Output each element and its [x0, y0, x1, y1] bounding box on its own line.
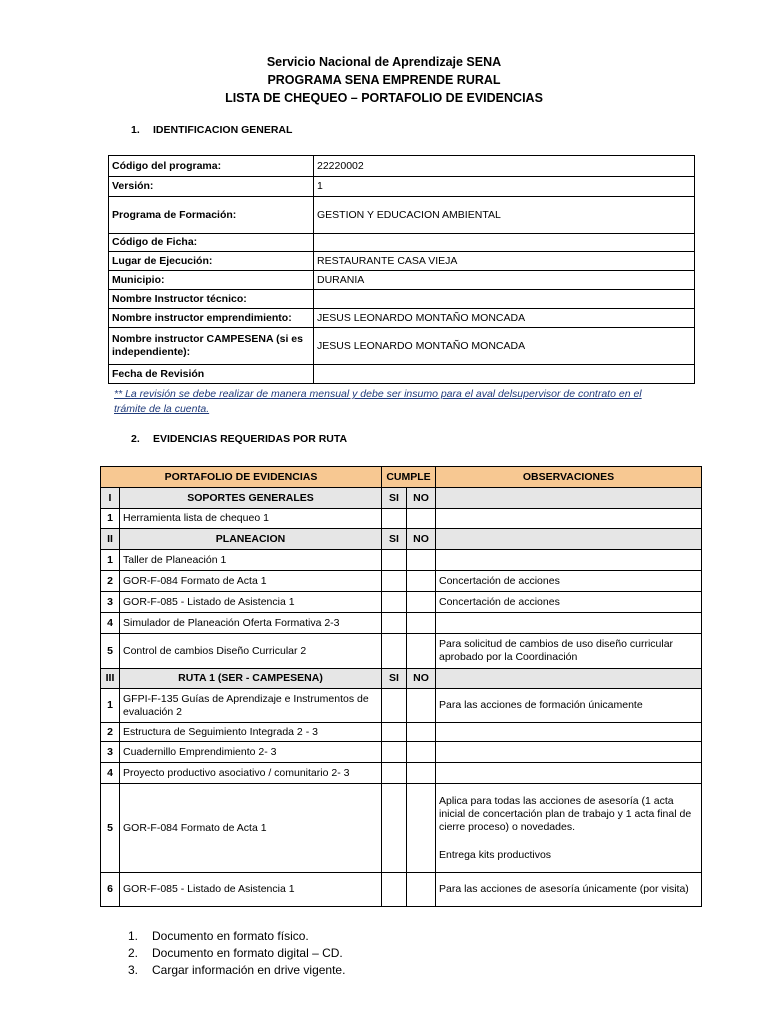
id-label: Código del programa: [109, 156, 314, 177]
section-heading-evidences [131, 433, 347, 445]
id-row [109, 156, 695, 177]
list-item [128, 945, 345, 962]
row-item: GOR-F-084 Formato de Acta 1 [120, 571, 382, 592]
no-checkbox-cell[interactable] [407, 784, 436, 873]
section-num: III [101, 669, 120, 689]
si-checkbox-cell[interactable] [382, 592, 407, 613]
id-value: RESTAURANTE CASA VIEJA [314, 252, 695, 271]
row-num: 3 [101, 592, 120, 613]
row-item: Estructura de Seguimiento Integrada 2 - 3 [120, 723, 382, 742]
si-label: SI [382, 669, 407, 689]
row-item: GOR-F-085 - Listado de Asistencia 1 [120, 873, 382, 907]
observation-cell [436, 613, 702, 634]
section-title: RUTA 1 (SER - CAMPESENA) [120, 669, 382, 689]
list-number: 2. [128, 946, 139, 960]
table-row [101, 592, 702, 613]
si-checkbox-cell[interactable] [382, 873, 407, 907]
id-row [109, 197, 695, 234]
section-heading-identification [131, 124, 292, 136]
id-value [314, 365, 695, 384]
si-checkbox-cell[interactable] [382, 550, 407, 571]
no-checkbox-cell[interactable] [407, 592, 436, 613]
id-label: Nombre Instructor técnico: [109, 290, 314, 309]
id-value: JESUS LEONARDO MONTAÑO MONCADA [314, 328, 695, 365]
header-observaciones: OBSERVACIONES [436, 467, 702, 488]
row-num: 6 [101, 873, 120, 907]
id-row [109, 309, 695, 328]
observation-cell [436, 550, 702, 571]
id-value [314, 234, 695, 252]
observation-cell [436, 669, 702, 689]
si-checkbox-cell[interactable] [382, 689, 407, 723]
no-checkbox-cell[interactable] [407, 613, 436, 634]
table-row [101, 634, 702, 669]
footer-list [128, 928, 345, 979]
si-checkbox-cell[interactable] [382, 509, 407, 529]
row-item: Taller de Planeación 1 [120, 550, 382, 571]
review-note: ** La revisión se debe realizar de manera mensual y debe ser insumo para el aval delsupervisor de contrato en el trámite de la cuenta. [114, 388, 642, 415]
observation-cell [436, 509, 702, 529]
id-row [109, 365, 695, 384]
section-row-soportes [101, 488, 702, 509]
identification-table [108, 155, 695, 384]
row-item: Proyecto productivo asociativo / comunitario 2- 3 [120, 763, 382, 784]
document-title [0, 53, 768, 107]
section-number: 2. [131, 433, 140, 445]
no-checkbox-cell[interactable] [407, 509, 436, 529]
table-row [101, 784, 702, 873]
section-title: PLANEACION [120, 529, 382, 550]
si-checkbox-cell[interactable] [382, 613, 407, 634]
no-label: NO [407, 669, 436, 689]
id-row [109, 177, 695, 197]
row-item: GOR-F-085 - Listado de Asistencia 1 [120, 592, 382, 613]
observation-cell [436, 763, 702, 784]
row-item: Cuadernillo Emprendimiento 2- 3 [120, 742, 382, 763]
row-num: 1 [101, 509, 120, 529]
section-number: 1. [131, 124, 140, 136]
observation-cell: Para las acciones de formación únicamente [436, 689, 702, 723]
observation-cell [436, 529, 702, 550]
id-value: 22220002 [314, 156, 695, 177]
row-item: GOR-F-084 Formato de Acta 1 [120, 784, 382, 873]
si-checkbox-cell[interactable] [382, 634, 407, 669]
table-row [101, 723, 702, 742]
no-checkbox-cell[interactable] [407, 689, 436, 723]
id-value: DURANIA [314, 271, 695, 290]
section-title: SOPORTES GENERALES [120, 488, 382, 509]
header-portfolio: PORTAFOLIO DE EVIDENCIAS [101, 467, 382, 488]
si-checkbox-cell[interactable] [382, 784, 407, 873]
id-row [109, 328, 695, 365]
id-row [109, 252, 695, 271]
id-value: JESUS LEONARDO MONTAÑO MONCADA [314, 309, 695, 328]
observation-cell [436, 742, 702, 763]
row-item: Herramienta lista de chequeo 1 [120, 509, 382, 529]
si-label: SI [382, 488, 407, 509]
table-row [101, 571, 702, 592]
no-checkbox-cell[interactable] [407, 723, 436, 742]
title-line-2: PROGRAMA SENA EMPRENDE RURAL [267, 73, 501, 87]
table-row [101, 689, 702, 723]
id-label: Código de Ficha: [109, 234, 314, 252]
list-number: 3. [128, 963, 139, 977]
table-row [101, 763, 702, 784]
evidence-header-row [101, 467, 702, 488]
observation-text: Aplica para todas las acciones de asesoría (1 acta inicial de concertación plan de trabajo y 1 acta final de cierre proceso) o novedades. [439, 794, 692, 833]
table-row [101, 613, 702, 634]
id-value: GESTION Y EDUCACION AMBIENTAL [314, 197, 695, 234]
header-cumple: CUMPLE [382, 467, 436, 488]
title-line-1: Servicio Nacional de Aprendizaje SENA [266, 55, 502, 69]
no-checkbox-cell[interactable] [407, 550, 436, 571]
evidence-table [100, 466, 702, 907]
no-checkbox-cell[interactable] [407, 571, 436, 592]
no-checkbox-cell[interactable] [407, 873, 436, 907]
row-item: Control de cambios Diseño Curricular 2 [120, 634, 382, 669]
observation-cell: Para solicitud de cambios de uso diseño curricular aprobado por la Coordinación [436, 634, 702, 669]
observation-text: Entrega kits productivos [439, 848, 552, 861]
id-label: Programa de Formación: [109, 197, 314, 234]
row-num: 2 [101, 571, 120, 592]
list-item [128, 962, 345, 979]
id-value: 1 [314, 177, 695, 197]
si-label: SI [382, 529, 407, 550]
row-num: 4 [101, 763, 120, 784]
no-checkbox-cell[interactable] [407, 763, 436, 784]
section-row-ruta1 [101, 669, 702, 689]
table-row [101, 509, 702, 529]
no-checkbox-cell[interactable] [407, 634, 436, 669]
id-row [109, 271, 695, 290]
list-number: 1. [128, 929, 139, 943]
no-label: NO [407, 529, 436, 550]
list-text: Cargar información en drive vigente. [152, 963, 346, 977]
si-checkbox-cell[interactable] [382, 763, 407, 784]
row-num: 4 [101, 613, 120, 634]
row-num: 5 [101, 634, 120, 669]
row-num: 3 [101, 742, 120, 763]
id-row [109, 290, 695, 309]
section-num: I [101, 488, 120, 509]
observation-cell [436, 784, 702, 873]
si-checkbox-cell[interactable] [382, 742, 407, 763]
row-item: GFPI-F-135 Guías de Aprendizaje e Instrumentos de evaluación 2 [120, 689, 382, 723]
row-num: 2 [101, 723, 120, 742]
section-row-planeacion [101, 529, 702, 550]
section-num: II [101, 529, 120, 550]
id-label: Fecha de Revisión [109, 365, 314, 384]
id-label: Municipio: [109, 271, 314, 290]
list-text: Documento en formato físico. [152, 929, 309, 943]
id-row [109, 234, 695, 252]
table-row [101, 742, 702, 763]
list-text: Documento en formato digital – CD. [152, 946, 343, 960]
id-label: Nombre instructor emprendimiento: [109, 309, 314, 328]
title-line-3: LISTA DE CHEQUEO – PORTAFOLIO DE EVIDENCIAS [225, 91, 543, 105]
observation-cell: Para las acciones de asesoría únicamente (por visita) [436, 873, 702, 907]
section-title: EVIDENCIAS REQUERIDAS POR RUTA [153, 433, 348, 445]
row-num: 1 [101, 689, 120, 723]
no-checkbox-cell[interactable] [407, 742, 436, 763]
observation-cell: Concertación de acciones [436, 592, 702, 613]
observation-cell [436, 488, 702, 509]
row-item: Simulador de Planeación Oferta Formativa 2-3 [120, 613, 382, 634]
si-checkbox-cell[interactable] [382, 723, 407, 742]
no-label: NO [407, 488, 436, 509]
id-label: Nombre instructor CAMPESENA (si es independiente): [109, 328, 314, 365]
table-row [101, 550, 702, 571]
id-value [314, 290, 695, 309]
section-title: IDENTIFICACION GENERAL [153, 124, 293, 136]
id-label: Versión: [109, 177, 314, 197]
si-checkbox-cell[interactable] [382, 571, 407, 592]
row-num: 5 [101, 784, 120, 873]
id-label: Lugar de Ejecución: [109, 252, 314, 271]
row-num: 1 [101, 550, 120, 571]
observation-cell [436, 723, 702, 742]
table-row [101, 873, 702, 907]
observation-cell: Concertación de acciones [436, 571, 702, 592]
list-item [128, 928, 345, 945]
